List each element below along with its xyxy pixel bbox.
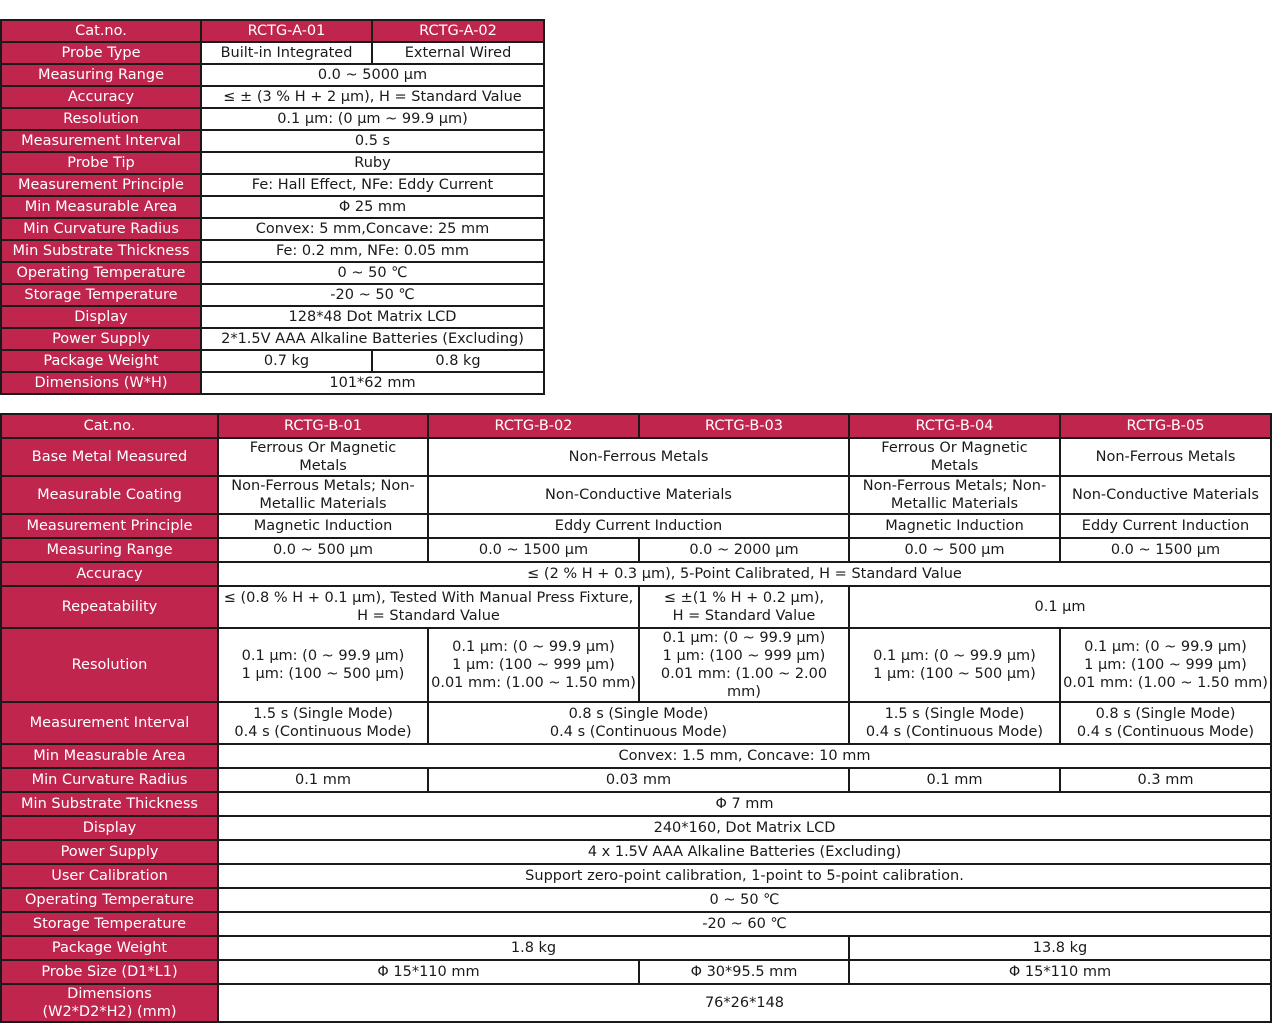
row-label: Probe Tip: [1, 152, 201, 174]
cell: 1.8 kg: [218, 936, 849, 960]
row-label: Dimensions (W2*D2*H2) (mm): [1, 984, 218, 1022]
cell: 1.5 s (Single Mode) 0.4 s (Continuous Mode): [849, 702, 1060, 744]
row-label: Measuring Range: [1, 538, 218, 562]
table-row: [1, 20, 544, 42]
cell: Φ 30*95.5 mm: [639, 960, 849, 984]
table-row: [1, 840, 1271, 864]
table-row: [1, 912, 1271, 936]
row-label: Storage Temperature: [1, 912, 218, 936]
row-label: Min Curvature Radius: [1, 768, 218, 792]
cell: Magnetic Induction: [218, 514, 428, 538]
header-rctg-b-04: RCTG-B-04: [849, 414, 1060, 438]
table-row: [1, 152, 544, 174]
header-rctg-b-03: RCTG-B-03: [639, 414, 849, 438]
cell: 0 ~ 50 ℃: [218, 888, 1271, 912]
cell: 0.1 mm: [849, 768, 1060, 792]
cell: 0.1 μm: (0 ~ 99.9 μm) 1 μm: (100 ~ 999 μm) 0.01 mm: (1.00 ~ 2.00 mm): [639, 628, 849, 702]
cell: Φ 25 mm: [201, 196, 544, 218]
cell: Convex: 1.5 mm, Concave: 10 mm: [218, 744, 1271, 768]
cell: 0.1 mm: [218, 768, 428, 792]
cell: 0.1 μm: [849, 586, 1271, 628]
cell: Non-Conductive Materials: [1060, 476, 1271, 514]
cell: Φ 7 mm: [218, 792, 1271, 816]
table-row: [1, 960, 1271, 984]
cell: Non-Ferrous Metals: [428, 438, 849, 476]
row-label: Accuracy: [1, 562, 218, 586]
row-label: Package Weight: [1, 936, 218, 960]
cell: 0.1 μm: (0 ~ 99.9 μm) 1 μm: (100 ~ 999 μm) 0.01 mm: (1.00 ~ 1.50 mm): [1060, 628, 1271, 702]
row-label: Probe Size (D1*L1): [1, 960, 218, 984]
table-row: [1, 86, 544, 108]
row-label: Power Supply: [1, 840, 218, 864]
cell: 0.0 ~ 1500 μm: [1060, 538, 1271, 562]
row-label: Dimensions (W*H): [1, 372, 201, 394]
table-row: [1, 328, 544, 350]
row-label: Display: [1, 306, 201, 328]
spec-table-rctg-a: [0, 19, 545, 395]
table-row: [1, 64, 544, 86]
cell: 13.8 kg: [849, 936, 1271, 960]
cell: 0.1 μm: (0 ~ 99.9 μm) 1 μm: (100 ~ 500 μm): [849, 628, 1060, 702]
row-label: Measurement Principle: [1, 514, 218, 538]
cell: Convex: 5 mm,Concave: 25 mm: [201, 218, 544, 240]
header-rctg-b-01: RCTG-B-01: [218, 414, 428, 438]
table-row: [1, 42, 544, 64]
cell: Ferrous Or Magnetic Metals: [849, 438, 1060, 476]
table-row: [1, 628, 1271, 702]
cell: ≤ ± (3 % H + 2 μm), H = Standard Value: [201, 86, 544, 108]
table-row: [1, 888, 1271, 912]
table-row: [1, 196, 544, 218]
cell: 0.7 kg: [201, 350, 372, 372]
row-label: Resolution: [1, 108, 201, 130]
cell: Eddy Current Induction: [428, 514, 849, 538]
cell: Fe: Hall Effect, NFe: Eddy Current: [201, 174, 544, 196]
cell: Non-Ferrous Metals: [1060, 438, 1271, 476]
header-rctg-a-02: RCTG-A-02: [372, 20, 544, 42]
table-row: [1, 586, 1271, 628]
spec-table-rctg-b: [0, 413, 1272, 1023]
row-label: Operating Temperature: [1, 262, 201, 284]
table-row: [1, 744, 1271, 768]
row-label: Operating Temperature: [1, 888, 218, 912]
cell: Non-Ferrous Metals; Non- Metallic Materials: [849, 476, 1060, 514]
table-row: [1, 218, 544, 240]
table-row: [1, 284, 544, 306]
table-row: [1, 816, 1271, 840]
table-row: [1, 984, 1271, 1022]
header-catno: Cat.no.: [1, 414, 218, 438]
cell: 0.0 ~ 2000 μm: [639, 538, 849, 562]
row-label: Repeatability: [1, 586, 218, 628]
cell: 2*1.5V AAA Alkaline Batteries (Excluding): [201, 328, 544, 350]
table-row: [1, 262, 544, 284]
cell: 0.5 s: [201, 130, 544, 152]
cell: 1.5 s (Single Mode) 0.4 s (Continuous Mode): [218, 702, 428, 744]
cell: 101*62 mm: [201, 372, 544, 394]
cell: 0.1 μm: (0 ~ 99.9 μm) 1 μm: (100 ~ 999 μm) 0.01 mm: (1.00 ~ 1.50 mm): [428, 628, 639, 702]
header-catno: Cat.no.: [1, 20, 201, 42]
cell: -20 ~ 60 ℃: [218, 912, 1271, 936]
cell: Non-Ferrous Metals; Non- Metallic Materials: [218, 476, 428, 514]
row-label: Probe Type: [1, 42, 201, 64]
cell: Φ 15*110 mm: [849, 960, 1271, 984]
cell: 0.03 mm: [428, 768, 849, 792]
cell: 0.8 s (Single Mode) 0.4 s (Continuous Mode): [1060, 702, 1271, 744]
row-label: Measuring Range: [1, 64, 201, 86]
cell: 0.8 s (Single Mode) 0.4 s (Continuous Mode): [428, 702, 849, 744]
table-row: [1, 240, 544, 262]
cell: 0.8 kg: [372, 350, 544, 372]
row-label: Measurement Interval: [1, 702, 218, 744]
header-rctg-b-05: RCTG-B-05: [1060, 414, 1271, 438]
table-row: [1, 174, 544, 196]
table-row: [1, 936, 1271, 960]
row-label: Display: [1, 816, 218, 840]
row-label: Resolution: [1, 628, 218, 702]
cell: Φ 15*110 mm: [218, 960, 639, 984]
table-row: [1, 792, 1271, 816]
cell: 0.0 ~ 500 μm: [849, 538, 1060, 562]
header-rctg-b-02: RCTG-B-02: [428, 414, 639, 438]
table-row: [1, 514, 1271, 538]
cell: External Wired: [372, 42, 544, 64]
row-label: Package Weight: [1, 350, 201, 372]
row-label: Min Measurable Area: [1, 744, 218, 768]
cell: 0.0 ~ 1500 μm: [428, 538, 639, 562]
cell: Ruby: [201, 152, 544, 174]
cell: 0.1 μm: (0 ~ 99.9 μm) 1 μm: (100 ~ 500 μm): [218, 628, 428, 702]
row-label: Measurable Coating: [1, 476, 218, 514]
cell: 76*26*148: [218, 984, 1271, 1022]
cell: Ferrous Or Magnetic Metals: [218, 438, 428, 476]
cell: ≤ (2 % H + 0.3 μm), 5-Point Calibrated, H = Standard Value: [218, 562, 1271, 586]
cell: 240*160, Dot Matrix LCD: [218, 816, 1271, 840]
row-label: Base Metal Measured: [1, 438, 218, 476]
table-row: [1, 864, 1271, 888]
row-label: Measurement Interval: [1, 130, 201, 152]
table-row: [1, 130, 544, 152]
cell: Built-in Integrated: [201, 42, 372, 64]
cell: Eddy Current Induction: [1060, 514, 1271, 538]
row-label: Min Curvature Radius: [1, 218, 201, 240]
table-row: [1, 306, 544, 328]
table-row: [1, 438, 1271, 476]
cell: Non-Conductive Materials: [428, 476, 849, 514]
row-label: User Calibration: [1, 864, 218, 888]
row-label: Min Substrate Thickness: [1, 792, 218, 816]
header-rctg-a-01: RCTG-A-01: [201, 20, 372, 42]
cell: 128*48 Dot Matrix LCD: [201, 306, 544, 328]
row-label: Min Measurable Area: [1, 196, 201, 218]
cell: ≤ ±(1 % H + 0.2 μm), H = Standard Value: [639, 586, 849, 628]
row-label: Storage Temperature: [1, 284, 201, 306]
cell: 0.0 ~ 5000 μm: [201, 64, 544, 86]
cell: 0.0 ~ 500 μm: [218, 538, 428, 562]
cell: Support zero-point calibration, 1-point to 5-point calibration.: [218, 864, 1271, 888]
table-row: [1, 538, 1271, 562]
cell: Fe: 0.2 mm, NFe: 0.05 mm: [201, 240, 544, 262]
row-label: Accuracy: [1, 86, 201, 108]
table-row: [1, 768, 1271, 792]
cell: ≤ (0.8 % H + 0.1 μm), Tested With Manual Press Fixture, H = Standard Value: [218, 586, 639, 628]
table-row: [1, 108, 544, 130]
table-row: [1, 562, 1271, 586]
row-label: Power Supply: [1, 328, 201, 350]
row-label: Min Substrate Thickness: [1, 240, 201, 262]
cell: 0.1 μm: (0 μm ~ 99.9 μm): [201, 108, 544, 130]
cell: 4 x 1.5V AAA Alkaline Batteries (Excluding): [218, 840, 1271, 864]
cell: -20 ~ 50 ℃: [201, 284, 544, 306]
table-row: [1, 372, 544, 394]
table-row: [1, 702, 1271, 744]
table-row: [1, 350, 544, 372]
table-row: [1, 476, 1271, 514]
cell: 0 ~ 50 ℃: [201, 262, 544, 284]
table-row: [1, 414, 1271, 438]
row-label: Measurement Principle: [1, 174, 201, 196]
cell: Magnetic Induction: [849, 514, 1060, 538]
cell: 0.3 mm: [1060, 768, 1271, 792]
